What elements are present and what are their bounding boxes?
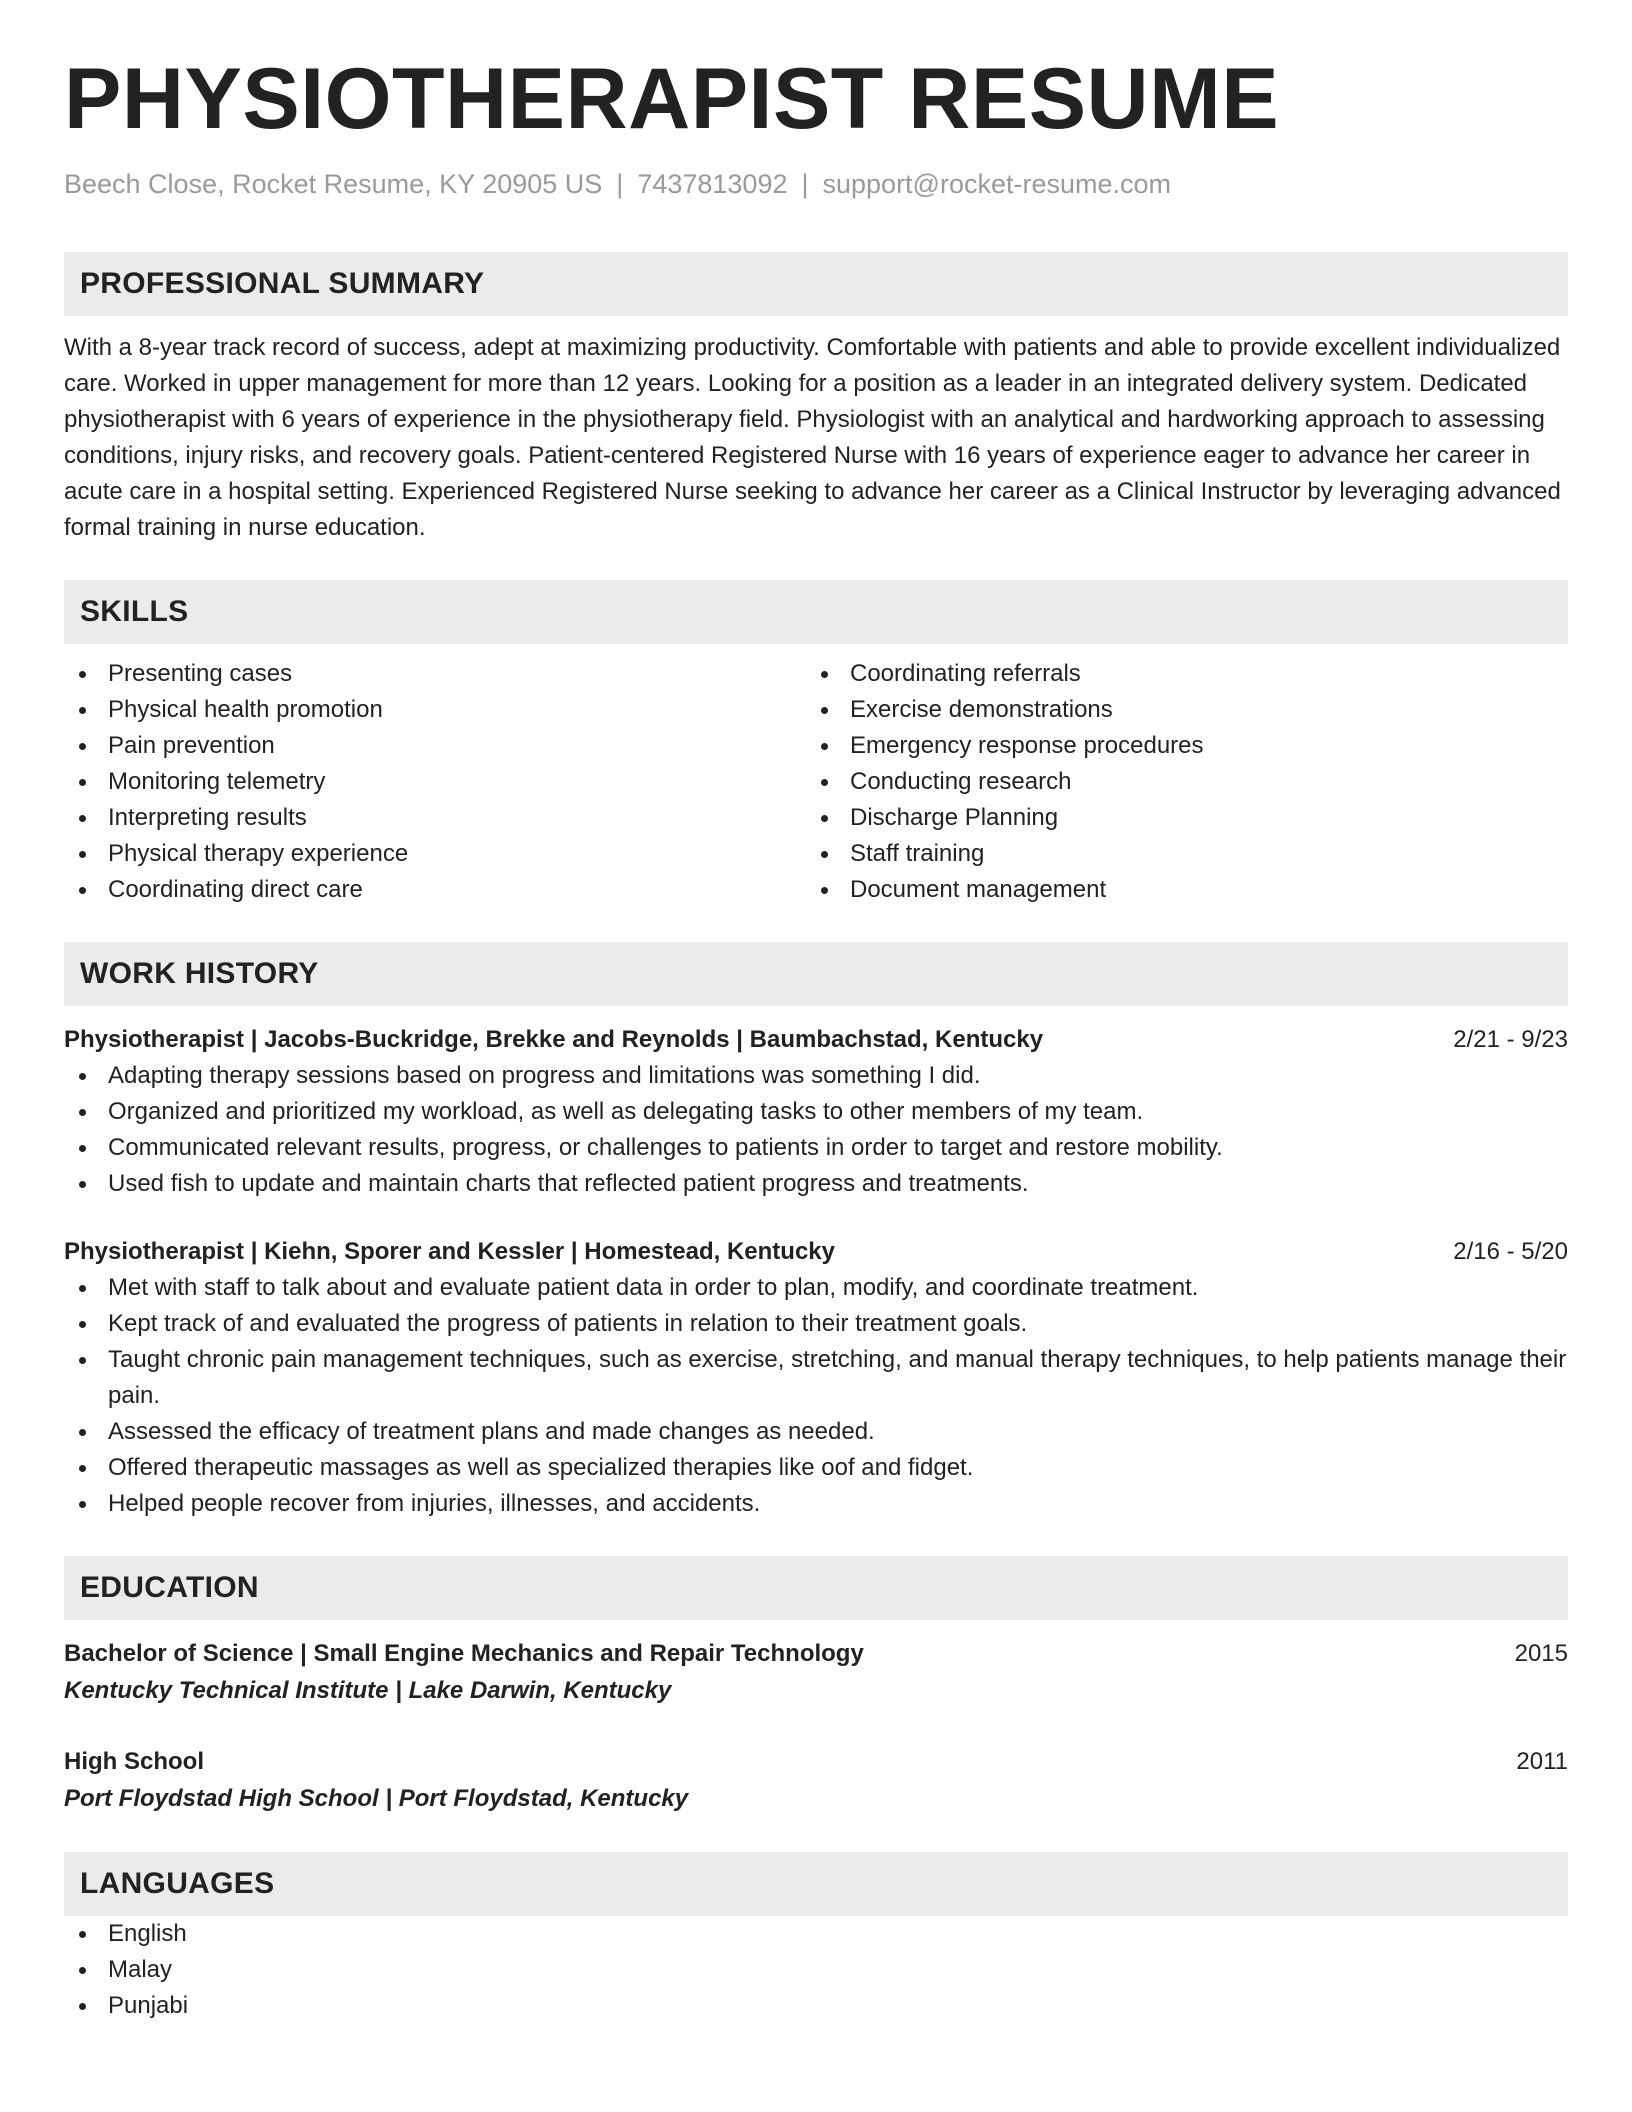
skill-item: Physical therapy experience — [64, 836, 806, 872]
job-bullet: Adapting therapy sessions based on progress and limitations was something I did. — [64, 1058, 1568, 1094]
education-school: Port Floydstad High School | Port Floydstad, Kentucky — [64, 1785, 689, 1813]
job-bullet: Offered therapeutic massages as well as specialized therapies like oof and fidget. — [64, 1450, 1568, 1486]
job-bullet: Assessed the efficacy of treatment plans and made changes as needed. — [64, 1414, 1568, 1450]
skill-item: Physical health promotion — [64, 692, 806, 728]
contact-line — [64, 168, 1568, 200]
section-heading-education: EDUCATION — [64, 1556, 1568, 1620]
resume-page — [64, 51, 1568, 2024]
section-heading-work-history: WORK HISTORY — [64, 942, 1568, 1006]
summary-text: With a 8-year track record of success, adept at maximizing productivity. Comfortable with patients and able to provide excellent individualized care. Worked in upper management for more than 12 years. Looking for a position as a leader in an integrated delivery system. Dedicated physiotherapist with 6 years of experience in the physiotherapy field. Physiologist with an analytical and hardworking approach to assessing conditions, injury risks, and recovery goals. Patient-centered Registered Nurse with 16 years of experience eager to advance her career in acute care in a hospital setting. Experienced Registered Nurse seeking to advance her career as a Clinical Instructor by leveraging advanced formal training in nurse education. — [64, 334, 1561, 542]
education-year: 2015 — [1514, 1640, 1568, 1668]
skills-column-left — [64, 656, 806, 908]
skill-item: Pain prevention — [64, 728, 806, 764]
education-header — [64, 1636, 1568, 1672]
language-item: Malay — [64, 1952, 1568, 1988]
job-dates: 2/16 - 5/20 — [1453, 1238, 1568, 1266]
skill-item: Coordinating referrals — [806, 656, 1548, 692]
contact-separator: | — [616, 169, 624, 199]
job-bullet: Kept track of and evaluated the progress of patients in relation to their treatment goals. — [64, 1306, 1568, 1342]
job-bullet: Met with staff to talk about and evaluate patient data in order to plan, modify, and coordinate treatment. — [64, 1270, 1568, 1306]
education-school: Kentucky Technical Institute | Lake Darwin, Kentucky — [64, 1677, 672, 1705]
skill-item: Monitoring telemetry — [64, 764, 806, 800]
job-bullets — [64, 1270, 1568, 1522]
skill-item: Discharge Planning — [806, 800, 1548, 836]
skill-item: Exercise demonstrations — [806, 692, 1548, 728]
job-bullet: Used fish to update and maintain charts that reflected patient progress and treatments. — [64, 1166, 1568, 1202]
education-degree: Bachelor of Science | Small Engine Mechanics and Repair Technology — [64, 1640, 864, 1668]
resume-title: PHYSIOTHERAPIST RESUME — [64, 51, 1280, 147]
education-header — [64, 1744, 1568, 1780]
languages-list — [64, 1916, 1568, 2024]
job-bullets — [64, 1058, 1568, 1202]
contact-email: support@rocket-resume.com — [822, 169, 1172, 199]
skill-item: Document management — [806, 872, 1548, 908]
contact-address: Beech Close, Rocket Resume, KY 20905 US — [64, 169, 603, 199]
skills-list — [64, 656, 1568, 908]
education-year: 2011 — [1516, 1748, 1568, 1776]
skill-item: Presenting cases — [64, 656, 806, 692]
language-item: Punjabi — [64, 1988, 1568, 2024]
section-heading-languages: LANGUAGES — [64, 1852, 1568, 1916]
job-title: Physiotherapist | Kiehn, Sporer and Kessler | Homestead, Kentucky — [64, 1238, 835, 1266]
job-bullet: Organized and prioritized my workload, as well as delegating tasks to other members of my team. — [64, 1094, 1568, 1130]
job-header — [64, 1234, 1568, 1270]
section-heading-summary: PROFESSIONAL SUMMARY — [64, 252, 1568, 316]
job-dates: 2/21 - 9/23 — [1453, 1026, 1568, 1054]
skill-item: Emergency response procedures — [806, 728, 1548, 764]
skills-column-right — [806, 656, 1548, 908]
education-degree: High School — [64, 1748, 204, 1776]
section-heading-skills: SKILLS — [64, 580, 1568, 644]
contact-phone: 7437813092 — [637, 169, 788, 199]
language-item: English — [64, 1916, 1568, 1952]
skill-item: Coordinating direct care — [64, 872, 806, 908]
contact-separator: | — [801, 169, 809, 199]
skill-item: Interpreting results — [64, 800, 806, 836]
job-bullet: Communicated relevant results, progress, or challenges to patients in order to target and restore mobility. — [64, 1130, 1568, 1166]
skill-item: Conducting research — [806, 764, 1548, 800]
job-title: Physiotherapist | Jacobs-Buckridge, Brekke and Reynolds | Baumbachstad, Kentucky — [64, 1026, 1044, 1054]
skill-item: Staff training — [806, 836, 1548, 872]
job-bullet: Taught chronic pain management techniques, such as exercise, stretching, and manual therapy techniques, to help patients manage their pain. — [64, 1342, 1568, 1414]
job-bullet: Helped people recover from injuries, illnesses, and accidents. — [64, 1486, 1568, 1522]
job-header — [64, 1022, 1568, 1058]
